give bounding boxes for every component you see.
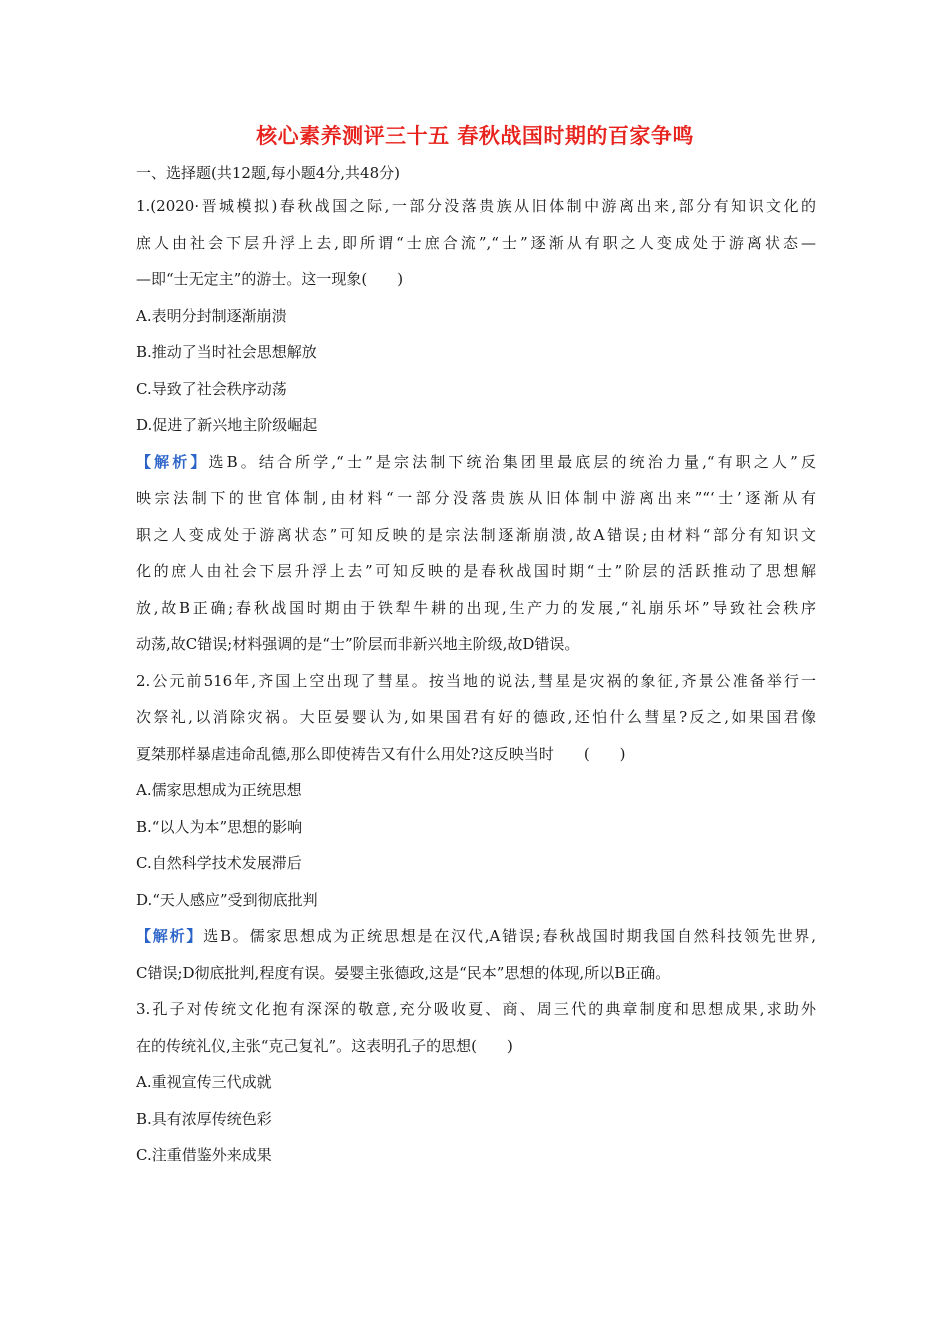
section-header: 一、选择题(共12题,每小题4分,共48分) — [136, 164, 400, 182]
question-stem-line: 3.孔子对传统文化抱有深深的敬意,充分吸收夏、商、周三代的典章制度和思想成果,求助外 — [136, 1000, 816, 1018]
option-c: C.自然科学技术发展滞后 — [136, 854, 302, 872]
option-a: A.重视宣传三代成就 — [136, 1073, 272, 1091]
analysis-line: 化的庶人由社会下层升浮上去”可知反映的是春秋战国时期“士”阶层的活跃推动了思想解 — [136, 562, 816, 580]
analysis-line: 放,故B正确;春秋战国时期由于铁犁牛耕的出现,生产力的发展,“礼崩乐坏”导致社会秩序 — [136, 598, 816, 617]
question-stem-line: 在的传统礼仪,主张“克己复礼”。这表明孔子的思想( ) — [136, 1036, 513, 1055]
analysis-line — [136, 444, 816, 481]
question-stem-line: 庶人由社会下层升浮上去,即所谓“士庶合流”,“士”逐渐从有职之人变成处于游离状态— — [136, 233, 816, 252]
option-c: C.注重借鉴外来成果 — [136, 1146, 272, 1164]
analysis-line: 映宗法制下的世官体制,由材料“一部分没落贵族从旧体制中游离出来”“‘士’逐渐从有 — [136, 489, 816, 507]
analysis-line: C错误;D彻底批判,程度有误。晏婴主张德政,这是“民本”思想的体现,所以B正确。 — [136, 963, 671, 982]
option-b: B.具有浓厚传统色彩 — [136, 1109, 272, 1128]
question-3 — [136, 991, 816, 1174]
question-stem-line: 1.(2020·晋城模拟)春秋战国之际,一部分没落贵族从旧体制中游离出来,部分有知识文化的 — [136, 197, 816, 215]
analysis-line: 动荡,故C错误;材料强调的是“士”阶层而非新兴地主阶级,故D错误。 — [136, 635, 580, 653]
analysis-text: 选B。结合所学,“士”是宗法制下统治集团里最底层的统治力量,“有职之人”反 — [208, 452, 816, 471]
question-stem-line: 次祭礼,以消除灾祸。大臣晏婴认为,如果国君有好的德政,还怕什么彗星?反之,如果国君像 — [136, 708, 816, 726]
analysis-tag: 【解析】 — [136, 452, 209, 471]
option-d: D.促进了新兴地主阶级崛起 — [136, 416, 318, 434]
question-2 — [136, 663, 816, 992]
question-1 — [136, 188, 816, 663]
page-title: 核心素养测评三十五 春秋战国时期的百家争鸣 — [256, 124, 694, 148]
document-body — [136, 158, 816, 1174]
analysis-tag: 【解析】 — [136, 927, 204, 945]
analysis-line: 职之人变成处于游离状态”可知反映的是宗法制逐渐崩溃,故A错误;由材料“部分有知识文 — [136, 525, 816, 544]
analysis-text: 选B。儒家思想成为正统思想是在汉代,A错误;春秋战国时期我国自然科技领先世界, — [203, 927, 816, 945]
option-d: D.“天人感应”受到彻底批判 — [136, 890, 318, 909]
option-b: B.“以人为本”思想的影响 — [136, 817, 303, 836]
option-b: B.推动了当时社会思想解放 — [136, 343, 317, 361]
question-stem-line: 2.公元前516年,齐国上空出现了彗星。按当地的说法,彗星是灾祸的象征,齐景公准备举行一 — [136, 671, 816, 690]
question-stem-line: 夏桀那样暴虐违命乱德,那么即使祷告又有什么用处?这反映当时 ( ) — [136, 744, 626, 763]
option-a: A.儒家思想成为正统思想 — [136, 781, 302, 799]
option-a: A.表明分封制逐渐崩溃 — [136, 306, 287, 325]
analysis-line — [136, 918, 816, 955]
option-c: C.导致了社会秩序动荡 — [136, 379, 287, 398]
question-stem-line: —即“士无定主”的游士。这一现象( ) — [136, 270, 404, 288]
